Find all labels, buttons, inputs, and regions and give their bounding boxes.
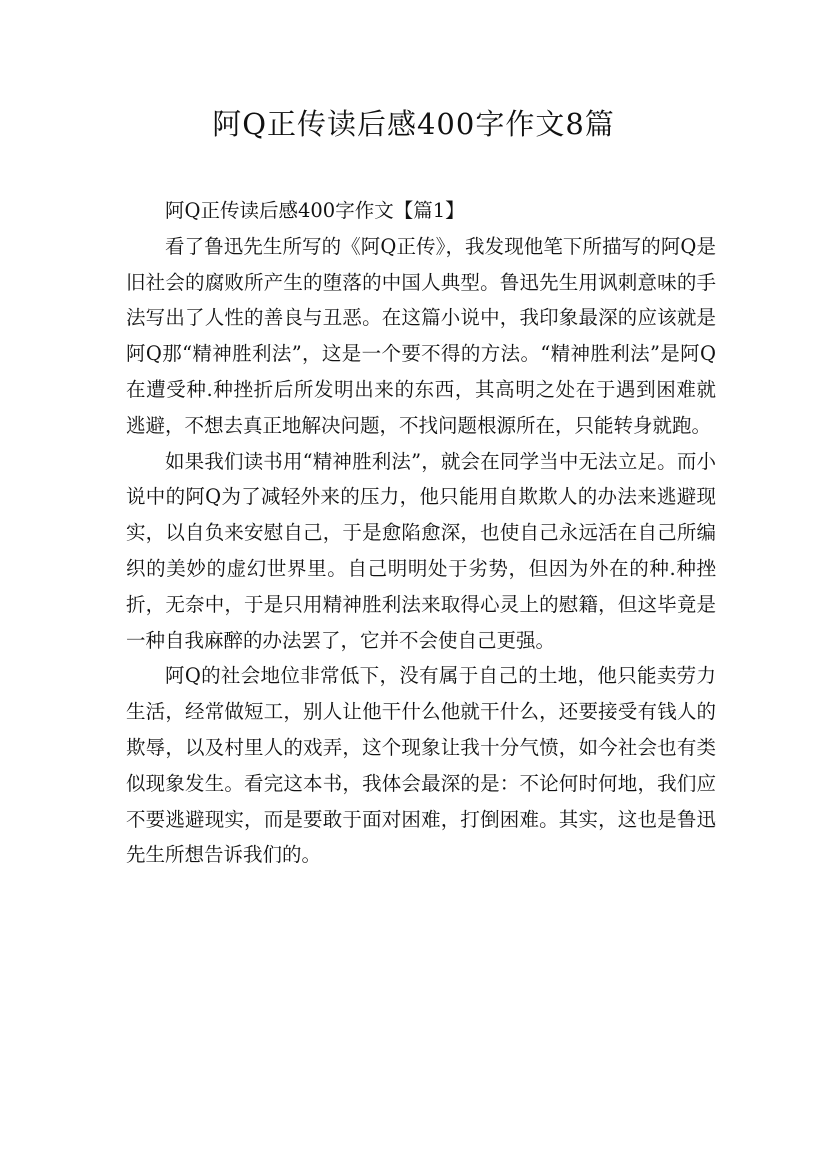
body-paragraph-1: 看了鲁迅先生所写的《阿Q正传》，我发现他笔下所描写的阿Q是旧社会的腐败所产生的堕落的中国人典型。鲁迅先生用讽刺意味的手法写出了人性的善良与丑恶。在这篇小说中，我印象最深的应该就是阿Q那“精神胜利法”，这是一个要不得的方法。“精神胜利法”是阿Q在遭受种.种挫折后所发明出来的东西，其高明之处在于遇到困难就逃避，不想去真正地解决问题，不找问题根源所在，只能转身就跑。	[126, 234, 716, 437]
body-paragraph-3: 阿Q的社会地位非常低下，没有属于自己的土地，他只能卖劳力生活，经常做短工，别人让他干什么他就干什么，还要接受有钱人的欺辱，以及村里人的戏弄，这个现象让我十分气愤，如今社会也有类似现象发生。看完这本书，我体会最深的是：不论何时何地，我们应不要逃避现实，而是要敢于面对困难，打倒困难。其实，这也是鲁迅先生所想告诉我们的。	[126, 664, 716, 867]
section-heading: 阿Q正传读后感400字作文【篇1】	[165, 199, 465, 222]
document-title: 阿Q正传读后感400字作文8篇	[212, 107, 615, 141]
document-body	[126, 193, 716, 873]
body-paragraph-2: 如果我们读书用“精神胜利法”，就会在同学当中无法立足。而小说中的阿Q为了减轻外来的压力，他只能用自欺欺人的办法来逃避现实，以自负来安慰自己，于是愈陷愈深，也使自己永远活在自己所编织的美妙的虚幻世界里。自己明明处于劣势，但因为外在的种.种挫折，无奈中，于是只用精神胜利法来取得心灵上的慰籍，但这毕竟是一种自我麻醉的办法罢了，它并不会使自己更强。	[126, 449, 716, 652]
